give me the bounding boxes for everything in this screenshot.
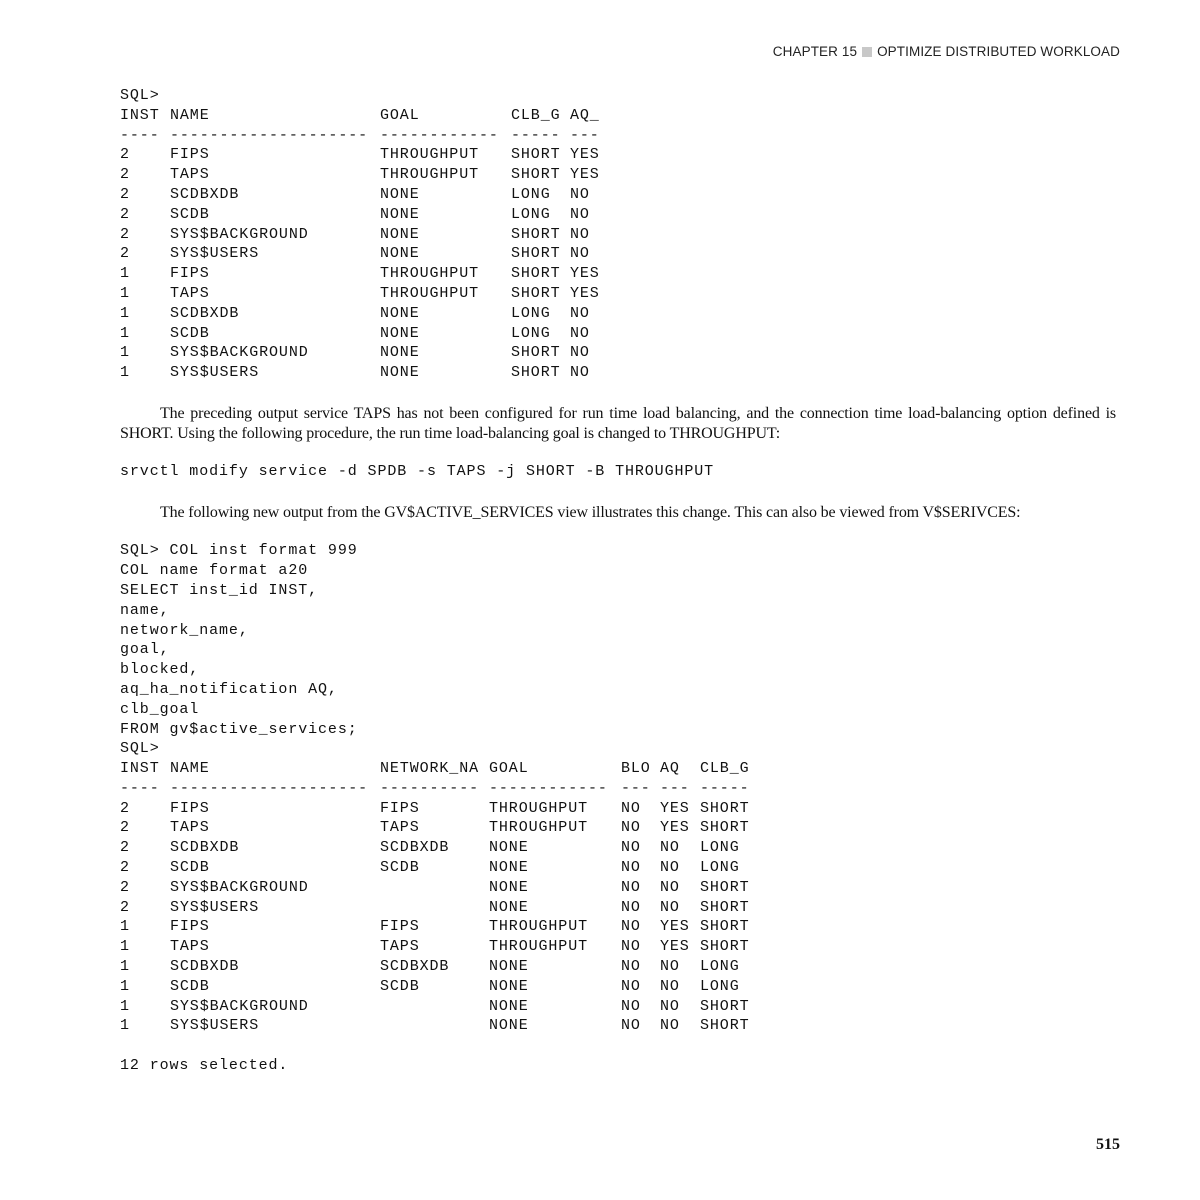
table-cell: NO	[570, 225, 590, 243]
table-cell: SHORT	[511, 284, 561, 302]
table-cell: YES	[570, 146, 600, 164]
table-cell: ------------	[380, 126, 499, 144]
table-cell: SYS$BACKGROUND	[170, 878, 309, 896]
table-cell: NO	[621, 938, 641, 956]
chapter-title: OPTIMIZE DISTRIBUTED WORKLOAD	[877, 44, 1120, 59]
sql-query	[120, 542, 1116, 760]
table-cell: NO	[570, 205, 590, 223]
table-cell: 1	[120, 918, 130, 936]
table-divider	[120, 780, 1116, 800]
table-header	[120, 107, 1116, 127]
table-row	[120, 344, 1116, 364]
table-cell: ---	[660, 779, 690, 797]
table-cell: 1	[120, 958, 130, 976]
table-cell: NONE	[380, 364, 420, 382]
table-cell: NO	[660, 839, 680, 857]
table-cell: NONE	[489, 859, 529, 877]
table-cell: THROUGHPUT	[380, 146, 480, 164]
table-cell: GOAL	[380, 106, 420, 124]
table-cell: YES	[570, 166, 600, 184]
table-cell: 2	[120, 245, 130, 263]
table-cell: NONE	[489, 878, 529, 896]
running-head	[773, 44, 1120, 59]
table-row	[120, 918, 1116, 938]
table-cell: 1	[120, 364, 130, 382]
table-row	[120, 325, 1116, 345]
table-cell: SYS$USERS	[170, 245, 260, 263]
table-cell: YES	[660, 938, 690, 956]
table-cell: 2	[120, 799, 130, 817]
query-line: SQL>	[120, 740, 160, 758]
table-cell: FIPS	[170, 265, 210, 283]
table-cell: FIPS	[170, 918, 210, 936]
table-row	[120, 305, 1116, 325]
table-row	[120, 364, 1116, 384]
table-cell: SCDBXDB	[380, 839, 450, 857]
table-row	[120, 819, 1116, 839]
page-number: 515	[1096, 1136, 1120, 1153]
table-cell: SHORT	[700, 938, 750, 956]
table-cell: ----------	[380, 779, 480, 797]
table-cell: FIPS	[170, 146, 210, 164]
services-table-2	[120, 760, 1116, 1037]
table-cell: SHORT	[700, 819, 750, 837]
table-row	[120, 245, 1116, 265]
query-line: FROM gv$active_services;	[120, 720, 358, 738]
table-cell: SHORT	[511, 166, 561, 184]
table-cell: NO	[660, 977, 680, 995]
table-cell: -----	[700, 779, 750, 797]
table-cell: 1	[120, 1017, 130, 1035]
table-row	[120, 800, 1116, 820]
table-cell: SCDB	[170, 859, 210, 877]
table-cell: THROUGHPUT	[489, 918, 589, 936]
table-cell: SYS$BACKGROUND	[170, 997, 309, 1015]
table-row	[120, 226, 1116, 246]
table-row	[120, 146, 1116, 166]
table-cell: THROUGHPUT	[489, 799, 589, 817]
table-row	[120, 206, 1116, 226]
table-cell: 1	[120, 304, 130, 322]
paragraph-2: The following new output from the GV$ACTIVE_SERVICES view illustrates this change. This can also be viewed from V$SERIVCES:	[160, 503, 1021, 521]
table-cell: FIPS	[380, 799, 420, 817]
query-line: SQL> COL inst format 999	[120, 542, 358, 560]
table-cell: NO	[570, 324, 590, 342]
table-cell: ---	[621, 779, 651, 797]
table-cell: CLB_G	[700, 760, 750, 778]
table-cell: SCDB	[170, 977, 210, 995]
table-cell: TAPS	[380, 819, 420, 837]
table-cell: NONE	[380, 205, 420, 223]
table-cell: NAME	[170, 106, 210, 124]
table-cell: 2	[120, 819, 130, 837]
table-row	[120, 958, 1116, 978]
table-cell: LONG	[700, 839, 740, 857]
table-cell: AQ	[660, 760, 680, 778]
table-cell: NONE	[489, 898, 529, 916]
table-cell: SHORT	[700, 918, 750, 936]
table-cell: NONE	[489, 839, 529, 857]
table-cell: SYS$USERS	[170, 898, 260, 916]
table-cell: NETWORK_NA	[380, 760, 480, 778]
table-cell: NO	[621, 958, 641, 976]
table-cell: NONE	[380, 344, 420, 362]
table-cell: SCDBXDB	[380, 958, 450, 976]
query-line: aq_ha_notification AQ,	[120, 680, 338, 698]
table-cell: THROUGHPUT	[489, 819, 589, 837]
table-cell: THROUGHPUT	[489, 938, 589, 956]
table-cell: ---	[570, 126, 600, 144]
table-cell: NO	[570, 245, 590, 263]
table-cell: NONE	[489, 977, 529, 995]
query-line: clb_goal	[120, 700, 200, 718]
table-cell: 1	[120, 344, 130, 362]
query-line: blocked,	[120, 661, 200, 679]
table-cell: 2	[120, 859, 130, 877]
table-cell: SHORT	[511, 245, 561, 263]
table-cell: THROUGHPUT	[380, 265, 480, 283]
table-cell: TAPS	[170, 284, 210, 302]
table-row	[120, 186, 1116, 206]
table-cell: NONE	[380, 225, 420, 243]
table-cell: NO	[660, 898, 680, 916]
query-line: COL name format a20	[120, 562, 309, 580]
table-cell: ----	[120, 126, 160, 144]
query-line: network_name,	[120, 621, 249, 639]
table-cell: SHORT	[511, 364, 561, 382]
table-cell: SHORT	[511, 265, 561, 283]
table-cell: 2	[120, 898, 130, 916]
table-cell: FIPS	[170, 799, 210, 817]
table-row	[120, 978, 1116, 998]
table-cell: 1	[120, 938, 130, 956]
table-cell: 1	[120, 977, 130, 995]
table-cell: SCDB	[380, 977, 420, 995]
table-cell: SCDB	[380, 859, 420, 877]
table-cell: TAPS	[170, 166, 210, 184]
table-cell: NO	[621, 1017, 641, 1035]
table-cell: NO	[621, 898, 641, 916]
table-cell: LONG	[511, 304, 551, 322]
table-cell: 2	[120, 839, 130, 857]
table-row	[120, 839, 1116, 859]
table-cell: NO	[621, 997, 641, 1015]
page-content	[120, 87, 1116, 1077]
table-cell: NONE	[380, 185, 420, 203]
table-cell: CLB_G	[511, 106, 561, 124]
table-divider	[120, 127, 1116, 147]
table-cell: NO	[660, 997, 680, 1015]
table-cell: SHORT	[700, 997, 750, 1015]
table-cell: NO	[660, 1017, 680, 1035]
table-cell: SYS$USERS	[170, 364, 260, 382]
table-header	[120, 760, 1116, 780]
sql-prompt: SQL>	[120, 87, 160, 104]
table-cell: 2	[120, 166, 130, 184]
table-cell: 1	[120, 997, 130, 1015]
table-cell: AQ_	[570, 106, 600, 124]
table-cell: NO	[621, 918, 641, 936]
table-cell: NAME	[170, 760, 210, 778]
table-cell: NONE	[380, 304, 420, 322]
table-row	[120, 879, 1116, 899]
table-cell: YES	[660, 918, 690, 936]
table-cell: NO	[660, 958, 680, 976]
table-cell: SHORT	[511, 344, 561, 362]
table-cell: -----	[511, 126, 561, 144]
query-line: SELECT inst_id INST,	[120, 581, 319, 599]
table-cell: SYS$BACKGROUND	[170, 225, 309, 243]
table-cell: NO	[660, 878, 680, 896]
srvctl-command: srvctl modify service -d SPDB -s TAPS -j SHORT -B THROUGHPUT	[120, 463, 715, 481]
table-cell: 2	[120, 225, 130, 243]
table-cell: SYS$USERS	[170, 1017, 260, 1035]
table-cell: 2	[120, 878, 130, 896]
table-cell: NONE	[489, 997, 529, 1015]
table-cell: FIPS	[380, 918, 420, 936]
table-cell: GOAL	[489, 760, 529, 778]
query-line: goal,	[120, 641, 170, 659]
table-cell: SCDB	[170, 324, 210, 342]
table-cell: NO	[621, 859, 641, 877]
table-cell: NO	[570, 185, 590, 203]
table-cell: --------------------	[170, 126, 369, 144]
table-cell: NO	[570, 364, 590, 382]
table-cell: NONE	[489, 1017, 529, 1035]
table-cell: 2	[120, 205, 130, 223]
square-separator-icon	[862, 47, 872, 57]
table-cell: TAPS	[380, 938, 420, 956]
table-row	[120, 938, 1116, 958]
table-cell: LONG	[700, 859, 740, 877]
table-row	[120, 285, 1116, 305]
table-cell: NO	[621, 977, 641, 995]
table-cell: SHORT	[700, 878, 750, 896]
table-row	[120, 265, 1116, 285]
query-line: name,	[120, 601, 170, 619]
table-cell: NONE	[489, 958, 529, 976]
table-row	[120, 166, 1116, 186]
table-cell: NO	[570, 344, 590, 362]
table-cell: BLO	[621, 760, 651, 778]
table-cell: 1	[120, 284, 130, 302]
table-cell: YES	[660, 819, 690, 837]
chapter-label: CHAPTER 15	[772, 44, 858, 59]
table-cell: NO	[570, 304, 590, 322]
table-cell: THROUGHPUT	[380, 166, 480, 184]
table-cell: 1	[120, 265, 130, 283]
table-cell: SCDB	[170, 205, 210, 223]
table-cell: ----	[120, 779, 160, 797]
table-cell: NO	[621, 799, 641, 817]
table-row	[120, 899, 1116, 919]
table-cell: LONG	[511, 185, 551, 203]
table-cell: SCDBXDB	[170, 185, 240, 203]
table-cell: INST	[120, 106, 160, 124]
table-cell: SHORT	[511, 225, 561, 243]
table-cell: LONG	[700, 958, 740, 976]
table-cell: YES	[570, 284, 600, 302]
services-table-1	[120, 107, 1116, 384]
table-cell: --------------------	[170, 779, 369, 797]
table-cell: SHORT	[700, 799, 750, 817]
table-cell: LONG	[511, 205, 551, 223]
table-cell: 2	[120, 146, 130, 164]
table-cell: 2	[120, 185, 130, 203]
table-cell: TAPS	[170, 938, 210, 956]
table-cell: SCDBXDB	[170, 839, 240, 857]
table-cell: NO	[621, 819, 641, 837]
rows-selected: 12 rows selected.	[120, 1057, 289, 1075]
table-row	[120, 859, 1116, 879]
table-cell: YES	[570, 265, 600, 283]
table-cell: NO	[621, 839, 641, 857]
table-cell: YES	[660, 799, 690, 817]
table-row	[120, 1017, 1116, 1037]
table-cell: NONE	[380, 324, 420, 342]
table-cell: ------------	[489, 779, 608, 797]
table-cell: NO	[621, 878, 641, 896]
table-cell: SHORT	[700, 1017, 750, 1035]
table-cell: SHORT	[511, 146, 561, 164]
table-cell: SCDBXDB	[170, 958, 240, 976]
table-cell: LONG	[511, 324, 551, 342]
table-cell: SYS$BACKGROUND	[170, 344, 309, 362]
table-cell: SHORT	[700, 898, 750, 916]
table-row	[120, 998, 1116, 1018]
table-cell: LONG	[700, 977, 740, 995]
table-cell: 1	[120, 324, 130, 342]
table-cell: THROUGHPUT	[380, 284, 480, 302]
paragraph-1: The preceding output service TAPS has not been configured for run time load balancing, and the connection time load-balancing option defined is SHORT. Using the following procedure, the run time load-balancing goal is changed to THROUGHPUT:	[120, 404, 1116, 442]
table-cell: NONE	[380, 245, 420, 263]
table-cell: NO	[660, 859, 680, 877]
table-cell: SCDBXDB	[170, 304, 240, 322]
table-cell: TAPS	[170, 819, 210, 837]
table-cell: INST	[120, 760, 160, 778]
